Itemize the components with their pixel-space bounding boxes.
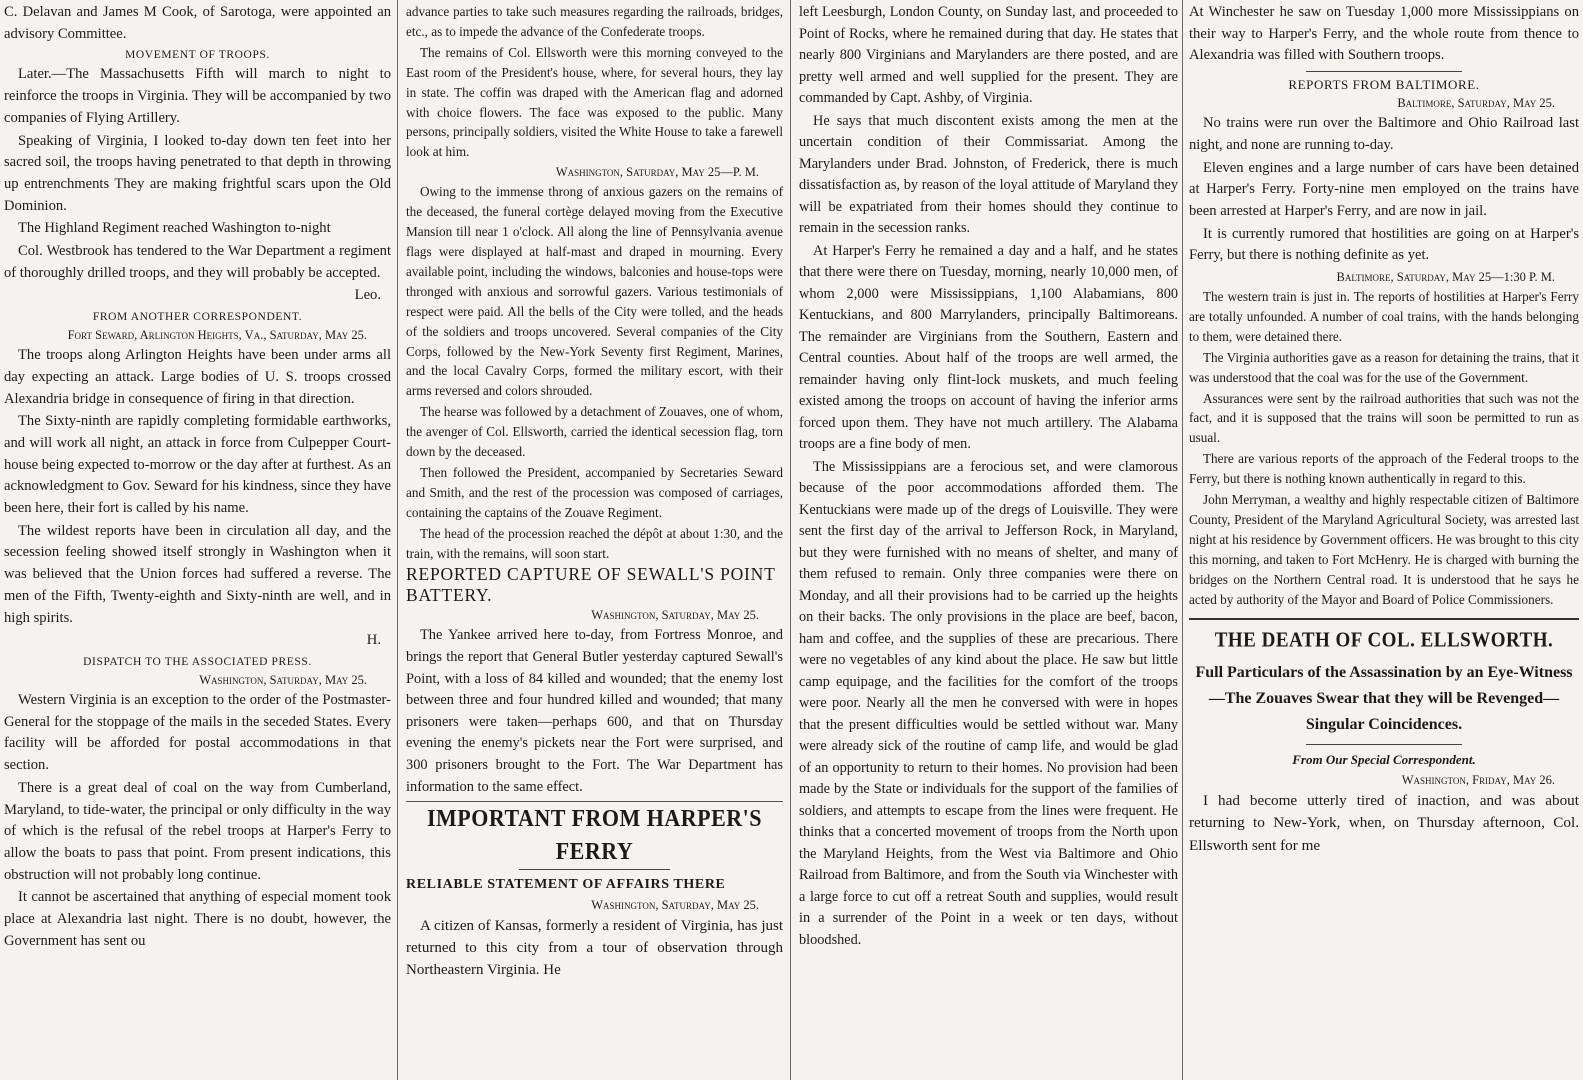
paragraph: I had become utterly tired of inaction, and was about returning to New-York, when, on Thursday afternoon, Col. Ellsworth sent for me (1189, 791, 1579, 854)
paragraph: The Virginia authorities gave as a reason for detaining the trains, that it was understood that the coal was for the use of the Government. (1189, 349, 1579, 385)
paragraph: The troops along Arlington Heights have been under arms all day expecting an attack. Large bodies of U. S. troops crossed Alexandria bridge in consequence of firing in that direction. (4, 347, 391, 407)
paragraph: The wildest reports have been in circulation all day, and the secession feeling showed itself strongly in Washington when it was believed that the Union forces had suffered a reverse. The men of the Fifth, Twenty-eighth and Sixty-ninth are well, and in high spirits. (4, 522, 391, 626)
dateline: Washington, Saturday, May 25. (199, 672, 367, 687)
paragraph: Speaking of Virginia, I looked to-day down ten feet into her sacred soil, the troops having penetrated to that depth in throwing up entrenchments They are making frightful scars upon the Old Dominion. (4, 132, 391, 214)
column-4 (1185, 0, 1583, 1080)
paragraph: Western Virginia is an exception to the order of the Postmaster-General for the stoppage of the mails in the seceded States. Every facility will be afforded for postal accommodations in that section. (4, 691, 391, 774)
column-2 (402, 0, 787, 1080)
column-1 (0, 0, 395, 1080)
article-headline: REPORTED CAPTURE OF SEWALL'S POINT BATTERY. (406, 564, 776, 606)
section-heading: REPORTS FROM BALTIMORE. (1288, 77, 1480, 93)
paragraph: The head of the procession reached the dépôt at about 1:30, and the train, with the remains, will soon start. (406, 525, 783, 561)
paragraph: A citizen of Kansas, formerly a resident of Virginia, has just returned to this city from a tour of observation through Northeastern Virginia. He (406, 918, 783, 979)
paragraph: The Mississippians are a ferocious set, and were clamorous because of the poor accommodations afforded them. The Kentuckians were made up of the dregs of Louisville. They were sent the first day of the arrival to Jefferson Rock, in Maryland, but they were furnished with no means of shelter, and many of them refused to remain. Only three companies were there on Monday, and all their provisions had to be carried up the heights on their backs. The only provisions in the place are beef, bacon, ham and coffee, and the supplies of these are precarious. There were no vegetables of any kind about the place. He saw but little camp equipage, and the facilities for the comfort of the troops were poor. Nearly all the men he conversed with were in hopes that the present difficulties would be settled without war. Many were already sick of the routine of camp life, and would be glad of an opportunity to return to their homes. No provision had been made by the State or individuals for the support of the families of soldiers, and attempts to escape from the lines were frequent. He thinks that a concerted movement of troops from the North upon the Maryland Heights, from the West via Baltimore and Ohio Railroad from Baltimore, and from the South via Winchester with a large force to cut off a retreat South and supplies, would result in a surrender of the Point in a week or ten days, without bloodshed. (799, 458, 1178, 948)
byline: From Our Special Correspondent. (1292, 751, 1476, 767)
paragraph: There are various reports of the approach of the Federal troops to the Ferry, but there is nothing known authentically in regard to this. (1189, 451, 1579, 487)
signature: H. (366, 632, 381, 649)
headline-deck: Full Particulars of the Assassination by an Eye-Witness—The Zouaves Swear that they will be Revenged—Singular Coincidences. (1195, 663, 1573, 733)
dateline: Washington, Friday, May 26. (1401, 772, 1555, 787)
paragraph: The Sixty-ninth are rapidly completing formidable earthworks, and will work all night, an attack in force from Culpepper Court-house being expected to-morrow or the day after at furthest. As an acknowledgment to Gov. Seward for his kindness, since they have been here, their fort is called by his name. (4, 413, 391, 517)
paragraph: Owing to the immense throng of anxious gazers on the remains of the deceased, the funeral cortège delayed moving from the Executive Mansion till near 1 o'clock. All along the line of Pennsylvania avenue flags were displayed at half-mast and draped in mourning. Every available point, including the windows, balconies and house-tops were thronged with anxious and sorrowful gazers. Various testimonials of respect were paid. All the bells of the City were tolled, and the heads of the soldiers and troops uncovered. Several companies of the City Corps, followed by the New-York Seventy first Regiment, Marines, and the local Cavalry Corps, formed the military escort, with their arms reversed and colors shrouded. (406, 184, 783, 399)
paragraph: No trains were run over the Baltimore and Ohio Railroad last night, and none are running to-day. (1189, 115, 1579, 153)
paragraph: At Harper's Ferry he remained a day and a half, and he states that there were there on Tuesday, morning, nearly 10,000 men, of whom 2,000 were Mississippians, 1,100 Alabamians, 800 Kentuckians, and 800 Marrylanders, principally Baltimoreans. The remainder are Virginians from the Southern, Eastern and Central counties. About half of the troops are well armed, the remainder having only flint-lock muskets, and much feeling existed among the troops on account of having the inferior arms forced upon them. They have not much artillery. The Alabama troops are a fine body of men. (799, 242, 1178, 452)
paragraph: Then followed the President, accompanied by Secretaries Seward and Smith, and the rest of the procession was composed of carriages, containing the captains of the Zouave Regiment. (406, 464, 783, 520)
paragraph: At Winchester he saw on Tuesday 1,000 more Mississippians on their way to Harper's Ferry, and the whole route from thence to Alexandria was filled with Southern troops. (1189, 4, 1579, 64)
paragraph: left Leesburgh, London County, on Sunday last, and proceeded to Point of Rocks, where he remained during that day. He states that nearly 800 Virginians and Marylanders are there posted, and are pretty well armed and well supplied for the present. They are commanded by Capt. Ashby, of Virginia. (799, 4, 1178, 106)
paragraph: The hearse was followed by a detachment of Zouaves, one of whom, the avenger of Col. Ellsworth, carried the identical secession flag, torn down by the deceased. (406, 404, 783, 460)
column-rule (397, 0, 398, 1080)
paragraph: It cannot be ascertained that anything of especial moment took place at Alexandria last night. There is no doubt, however, the Government has sent ou (4, 889, 391, 949)
dateline: Washington, Saturday, May 25—P. M. (555, 165, 759, 180)
dateline: Baltimore, Saturday, May 25—1:30 P. M. (1336, 270, 1555, 285)
section-heading: FROM ANOTHER CORRESPONDENT. (92, 311, 303, 324)
signature: Leo. (354, 287, 381, 304)
section-heading: DISPATCH TO THE ASSOCIATED PRESS. (83, 655, 312, 668)
article-headline: THE DEATH OF COL. ELLSWORTH. (1214, 628, 1554, 652)
paragraph: The remains of Col. Ellsworth were this morning conveyed to the East room of the President's house, where, for several hours, they lay in state. The coffin was draped with the American flag and adorned with choice flowers. The face was exposed to the public. Many persons, principally soldiers, visited the White House to take a farewell look at him. (406, 44, 783, 160)
paragraph: He says that much discontent exists among the men at the uncertain condition of their Commissariat. Among the Marylanders under Brad. Johnston, of Frederick, there is much dissatisfaction as, by reason of the loyal attitude of Maryland they will be expatriated from their homes should they continue to remain in the secession ranks. (799, 112, 1178, 236)
divider (519, 869, 670, 870)
column-3 (795, 0, 1182, 1080)
paragraph: Col. Westbrook has tendered to the War Department a regiment of thoroughly drilled troops, and they will probably be accepted. (4, 243, 391, 281)
dateline: Fort Seward, Arlington Heights, Va., Saturday, May 25. (67, 328, 367, 343)
paragraph: There is a great deal of coal on the way from Cumberland, Maryland, to tide-water, the principal or only difficulty in the way of which is the refusal of the rebel troops at Harper's Ferry to allow the boats to pass that point. From present indications, this obstruction will not probably long continue. (4, 779, 391, 883)
paragraph: Eleven engines and a large number of cars have been detained at Harper's Ferry. Forty-nine men employed on the trains have been arrested at Harper's Ferry, and are now in jail. (1189, 159, 1579, 219)
column-rule (790, 0, 791, 1080)
divider (1306, 71, 1462, 72)
article-headline: IMPORTANT FROM HARPER'S FERRY (426, 804, 763, 865)
divider (1306, 744, 1462, 745)
section-heading: MOVEMENT OF TROOPS. (125, 49, 270, 62)
column-rule (1182, 0, 1183, 1080)
paragraph: C. Delavan and James M Cook, of Sarotoga, were appointed an advisory Committee. (4, 4, 391, 42)
dateline: Washington, Saturday, May 25. (591, 608, 759, 623)
paragraph: advance parties to take such measures regarding the railroads, bridges, etc., as to impede the advance of the Confederate troops. (406, 4, 783, 39)
paragraph: The Highland Regiment reached Washington to-night (18, 220, 331, 237)
paragraph: It is currently rumored that hostilities are going on at Harper's Ferry, but there is nothing definite as yet. (1189, 225, 1579, 264)
paragraph: The Yankee arrived here to-day, from Fortress Monroe, and brings the report that General Butler yesterday captured Sewall's Point, with a loss of 84 killed and wounded; that the enemy lost between three and four hundred killed and wounded; that many prisoners were taken—perhaps 600, and that on Thursday evening the enemy's pickets near the Fort were surprised, and 300 prisoners brought to the Fort. The War Department has information to the same effect. (406, 627, 783, 795)
paragraph: Assurances were sent by the railroad authorities that such was not the fact, and it is supposed that the trains will soon be permitted to run as usual. (1189, 390, 1579, 446)
sub-headline: RELIABLE STATEMENT OF AFFAIRS THERE (406, 877, 726, 893)
paragraph: Later.—The Massachusetts Fifth will march to night to reinforce the troops in Virginia. They will be accompanied by two companies of Flying Artillery. (4, 66, 391, 126)
paragraph: John Merryman, a wealthy and highly respectable citizen of Baltimore County, President of the Maryland Agricultural Society, was arrested last night at his residence by Government officers. He was brought to this city this morning, and taken to Fort McHenry. He is charged with burning the bridges on the Northern Central road. It is understood that he says he acted by authority of the Mayor and Board of Police Commissioners. (1189, 492, 1579, 607)
dateline: Washington, Saturday, May 25. (591, 898, 759, 913)
paragraph: The western train is just in. The reports of hostilities at Harper's Ferry are totally unfounded. A number of coal trains, with the hands belonging to them, were detained there. (1189, 289, 1579, 344)
dateline: Baltimore, Saturday, May 25. (1397, 96, 1555, 111)
